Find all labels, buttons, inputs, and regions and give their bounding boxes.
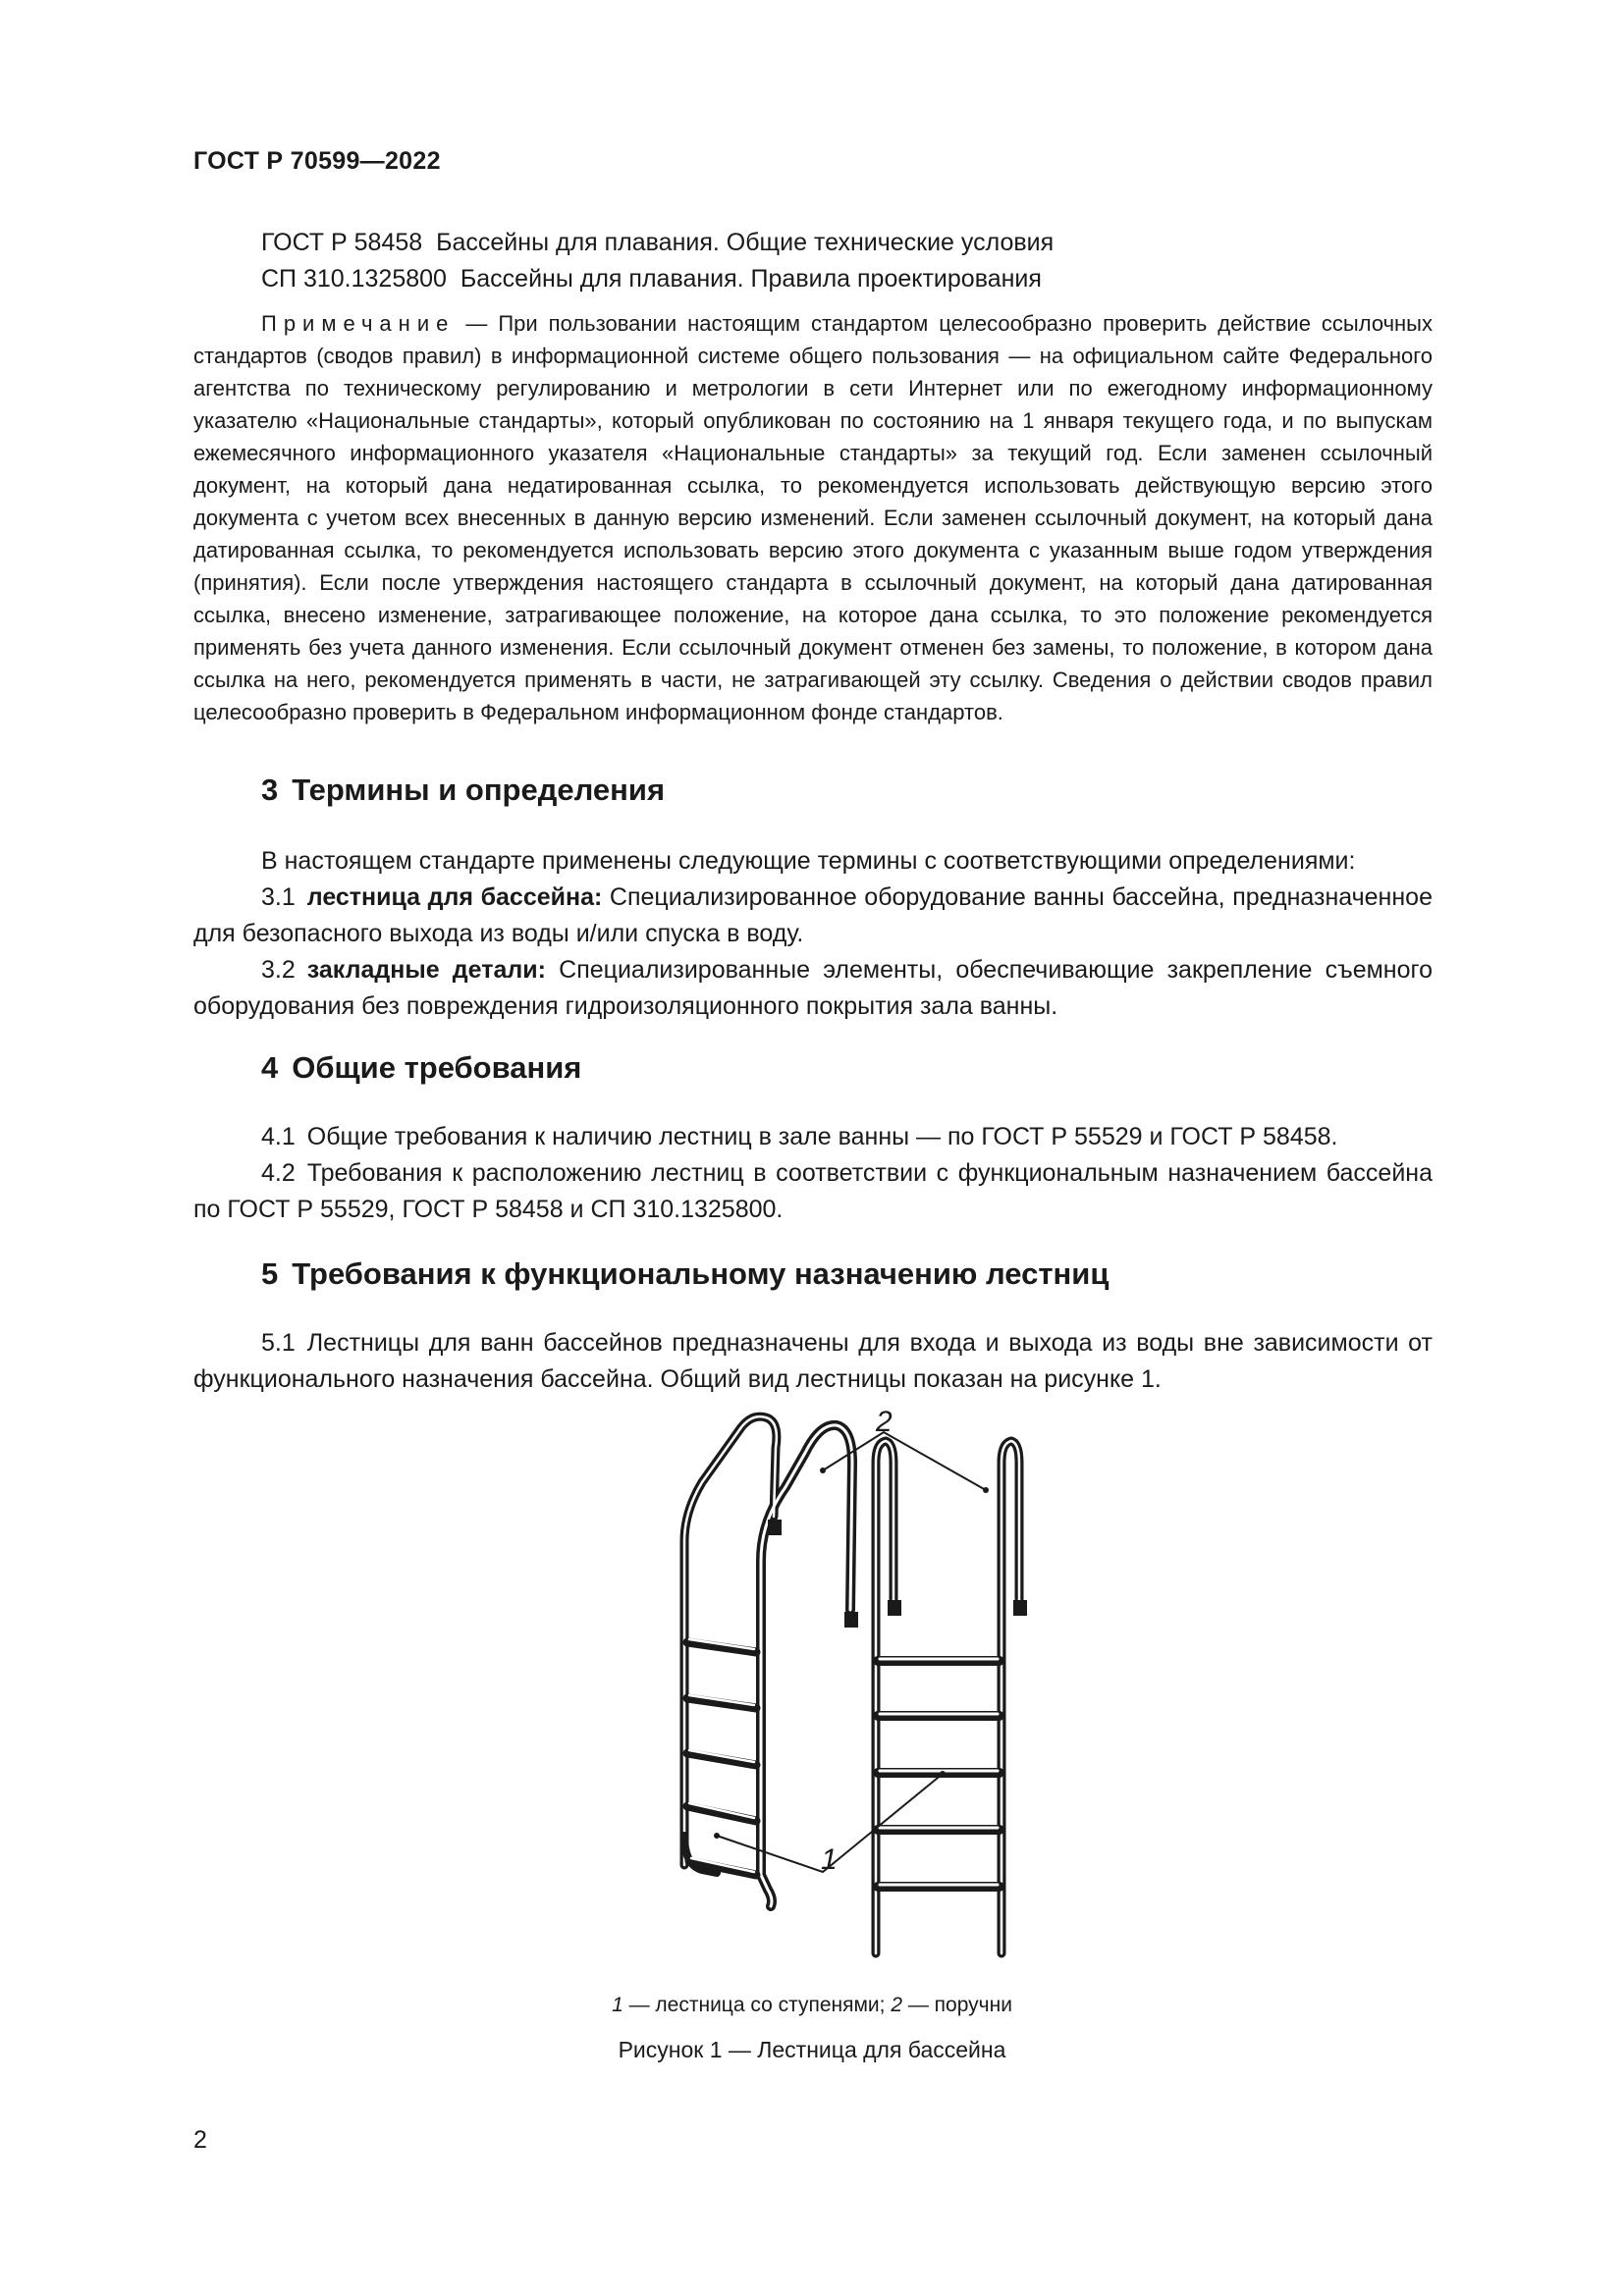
reference-item — [261, 261, 1054, 297]
reference-title: Бассейны для плавания. Правила проектирования — [460, 265, 1042, 293]
section-title: Термины и определения — [292, 773, 666, 807]
term-3-1 — [193, 880, 1433, 952]
section-number: 3 — [261, 773, 279, 807]
section-3-heading — [261, 773, 665, 808]
note-text: — При пользовании настоящим стандартом целесообразно проверить действие ссылочных стандартов (сводов правил) в информационной системе общего пользования — на официальном сайте Федерального агентства по техническому регулированию и метрологии в сети Интернет или по ежегодному информационному указателю «Национальные стандарты», который опубликован по состоянию на 1 января текущего года, и по выпускам ежемесячного информационного указателя «Национальные стандарты» за текущий год. Если заменен ссылочный документ, на который дана недатированная ссылка, то рекомендуется использовать действующую версию этого документа с учетом всех внесенных в данную версию изменений. Если заменен ссылочный документ, на который дана датированная ссылка, то рекомендуется использовать версию этого документа с указанным выше годом утверждения (принятия). Если после утверждения настоящего стандарта в ссылочный документ, на который дана датированная ссылка, внесено изменение, затрагивающее положение, на которое дана ссылка, то это положение рекомендуется применять без учета данного изменения. Если ссылочный документ отменен без замены, то положение, в котором дана ссылка на него, рекомендуется применять в части, не затрагивающей эту ссылку. Сведения о действии сводов правил целесообразно проверить в Федеральном информационном фонде стандартов. — [193, 311, 1433, 724]
clause-4-2 — [193, 1155, 1433, 1228]
term-name: лестница для бассейна: — [306, 883, 603, 911]
clause-4-1 — [193, 1119, 1433, 1155]
figure-legend — [0, 1994, 1624, 2017]
term-definition: Специализированные элементы, обеспечивающие закрепление съемного оборудования без повреждения гидроизоляционного покрытия зала ванны. — [193, 956, 1433, 1020]
clause-number: 4.1 — [261, 1123, 296, 1150]
legend-text: — поручни — [902, 1994, 1012, 2016]
pool-ladder-figure — [658, 1404, 1070, 1983]
legend-text: — лестница со ступенями; — [623, 1994, 892, 2016]
term-definition: Специализированное оборудование ванны бассейна, предназначенное для безопасного выхода из воды и/или спуска в воду. — [193, 883, 1433, 947]
clause-text: Общие требования к наличию лестниц в зале ванны — по ГОСТ Р 55529 и ГОСТ Р 58458. — [306, 1123, 1338, 1150]
reference-code: СП 310.1325800 — [261, 265, 447, 293]
section-title: Требования к функциональному назначению лестниц — [292, 1256, 1110, 1291]
section-title: Общие требования — [292, 1050, 582, 1085]
note-label: Примечание — [261, 311, 456, 336]
legend-number: 1 — [612, 1994, 623, 2016]
clause-number: 4.2 — [261, 1159, 296, 1187]
document-header: ГОСТ Р 70599—2022 — [193, 147, 441, 175]
clause-number: 3.1 — [261, 883, 296, 911]
clause-text: Лестницы для ванн бассейнов предназначены для входа и выхода из воды вне зависимости от функционального назначения бассейна. Общий вид лестницы показан на рисунке 1. — [193, 1329, 1433, 1393]
note-paragraph — [193, 307, 1433, 728]
legend-number: 2 — [891, 1994, 902, 2016]
page-number: 2 — [193, 2126, 207, 2154]
figure-label-ladder: 1 — [821, 1843, 838, 1876]
term-name: закладные детали: — [306, 956, 546, 984]
term-3-2 — [193, 952, 1433, 1025]
clause-5-1 — [193, 1325, 1433, 1398]
clause-text: Требования к расположению лестниц в соответствии с функциональным назначением бассейна по ГОСТ Р 55529, ГОСТ Р 58458 и СП 310.1325800. — [193, 1159, 1433, 1223]
reference-title: Бассейны для плавания. Общие технические условия — [436, 229, 1055, 256]
reference-item — [261, 225, 1054, 261]
references-list — [261, 225, 1054, 297]
section-number: 4 — [261, 1050, 279, 1085]
clause-number: 3.2 — [261, 956, 296, 984]
section-5-heading — [261, 1256, 1109, 1292]
figure-caption: Рисунок 1 — Лестница для бассейна — [618, 2037, 1006, 2062]
section-3-intro: В настоящем стандарте применены следующие термины с соответствующими определениями: — [261, 847, 1356, 875]
section-4-heading — [261, 1050, 581, 1086]
section-number: 5 — [261, 1256, 279, 1291]
clause-number: 5.1 — [261, 1329, 296, 1357]
figure-label-handrails: 2 — [876, 1406, 893, 1438]
reference-code: ГОСТ Р 58458 — [261, 229, 423, 256]
